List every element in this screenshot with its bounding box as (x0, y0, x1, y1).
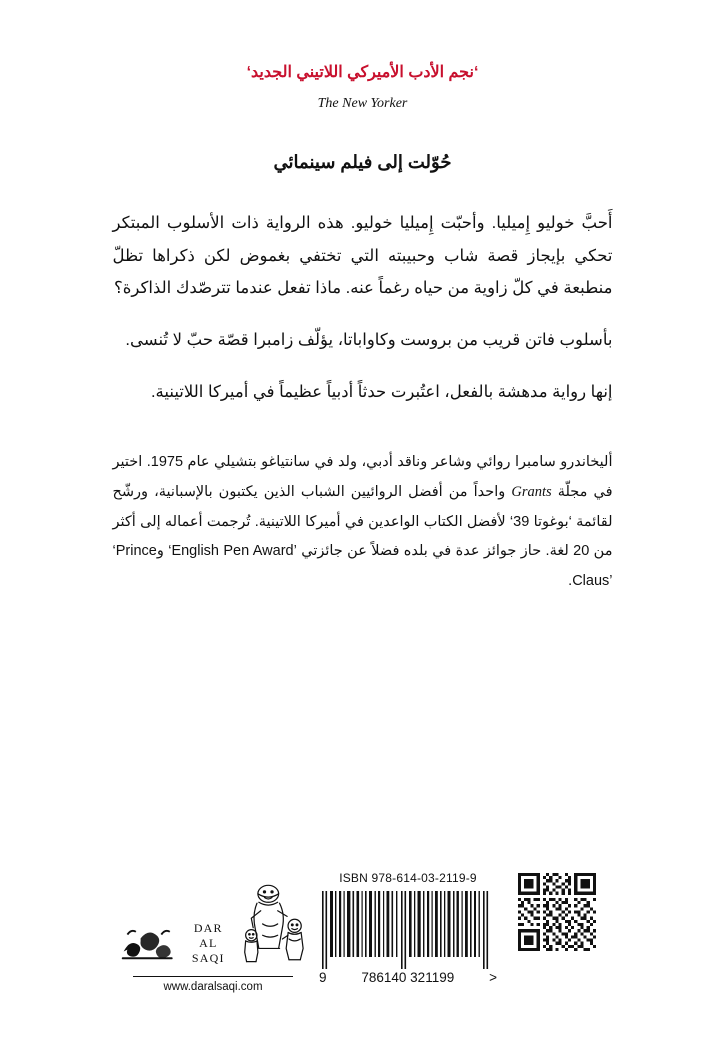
bio-end-punctuation: . (568, 573, 573, 590)
publisher-block (118, 874, 308, 993)
barcode-digit-middle: 786140 321199 (361, 970, 455, 985)
publisher-name (182, 921, 234, 966)
blurb-paragraph: أَحبَّ خوليو إِميليا. وأحبّت إِميليا خوليو. هذه الرواية ذات الأسلوب المبتكر تحكي بإيجاز قصة شاب وحبيبته التي تختفي بغموض لكن ذكراها تظلّ منطبعة في كلّ زاوية من حياه رغماً عنه. ماذا تفعل عندما تترصّدك الذاكرة؟ (112, 214, 613, 297)
publisher-url[interactable]: www.daralsaqi.com (163, 981, 263, 993)
publisher-divider (133, 976, 293, 977)
bio-award-prince-claus: ‘Prince Claus’ (112, 543, 613, 590)
barcode-digits (318, 970, 498, 985)
qr-code-icon[interactable] (518, 873, 596, 951)
bio-award-english-pen: ‘English Pen Award’ (168, 543, 297, 560)
publisher-illustration-icon (240, 880, 308, 966)
publisher-name-line-1: DAR (193, 921, 223, 935)
isbn-label: ISBN 978-614-03-2119-9 (339, 871, 477, 885)
barcode-block (318, 871, 498, 985)
barcode-image (318, 891, 494, 969)
publisher-logo (118, 874, 308, 966)
bio-text-part-2: واحداً من أفضل الروائيين الشباب الذين يكتبون بالإسبانية، ورشّح لقائمة ‘بوغوتا 39‘ لأفضل الكتاب الواعدين في أميركا اللاتينية. تُرجمت أعماله إلى أكثر من 20 لغة. حاز جوائز عدة في بلده فضلاً عن جائزتي (112, 483, 613, 560)
blurb-paragraph: إنها رواية مدهشة بالفعل، اعتُبرت حدثاً أدبياً عظيماً في أميركا اللاتينية. (150, 383, 613, 402)
publisher-arabic-logo-icon (118, 922, 176, 966)
barcode-digit-right: > (489, 970, 497, 985)
blurb (113, 207, 613, 408)
pull-quote-source: The New Yorker (317, 96, 408, 112)
pull-quote (0, 62, 725, 112)
qr-code-block[interactable] (518, 873, 596, 951)
page-title: حُوّلت إلى فيلم سينمائي (273, 152, 452, 173)
blurb-paragraph: بأسلوب فاتن قريب من بروست وكاواباتا، يؤلّف زامبرا قصّة حبّ لا تُنسى. (125, 330, 613, 349)
bio-magazine-name: Grants (511, 483, 552, 500)
author-bio (113, 448, 613, 597)
bio-conjunction: و (156, 543, 169, 560)
publisher-name-line-2: AL SAQI (191, 936, 225, 965)
barcode-digit-left: 9 (319, 970, 327, 985)
footer (0, 833, 725, 1003)
pull-quote-text: ‘نجم الأدب الأميركي اللاتيني الجديد‘ (246, 64, 479, 81)
bio-text-part-1: أليخاندرو سامبرا روائي وشاعر وناقد أدبي، ولد في سانتياغو بتشيلي عام 1975. اختير في مجلّة (112, 454, 613, 500)
